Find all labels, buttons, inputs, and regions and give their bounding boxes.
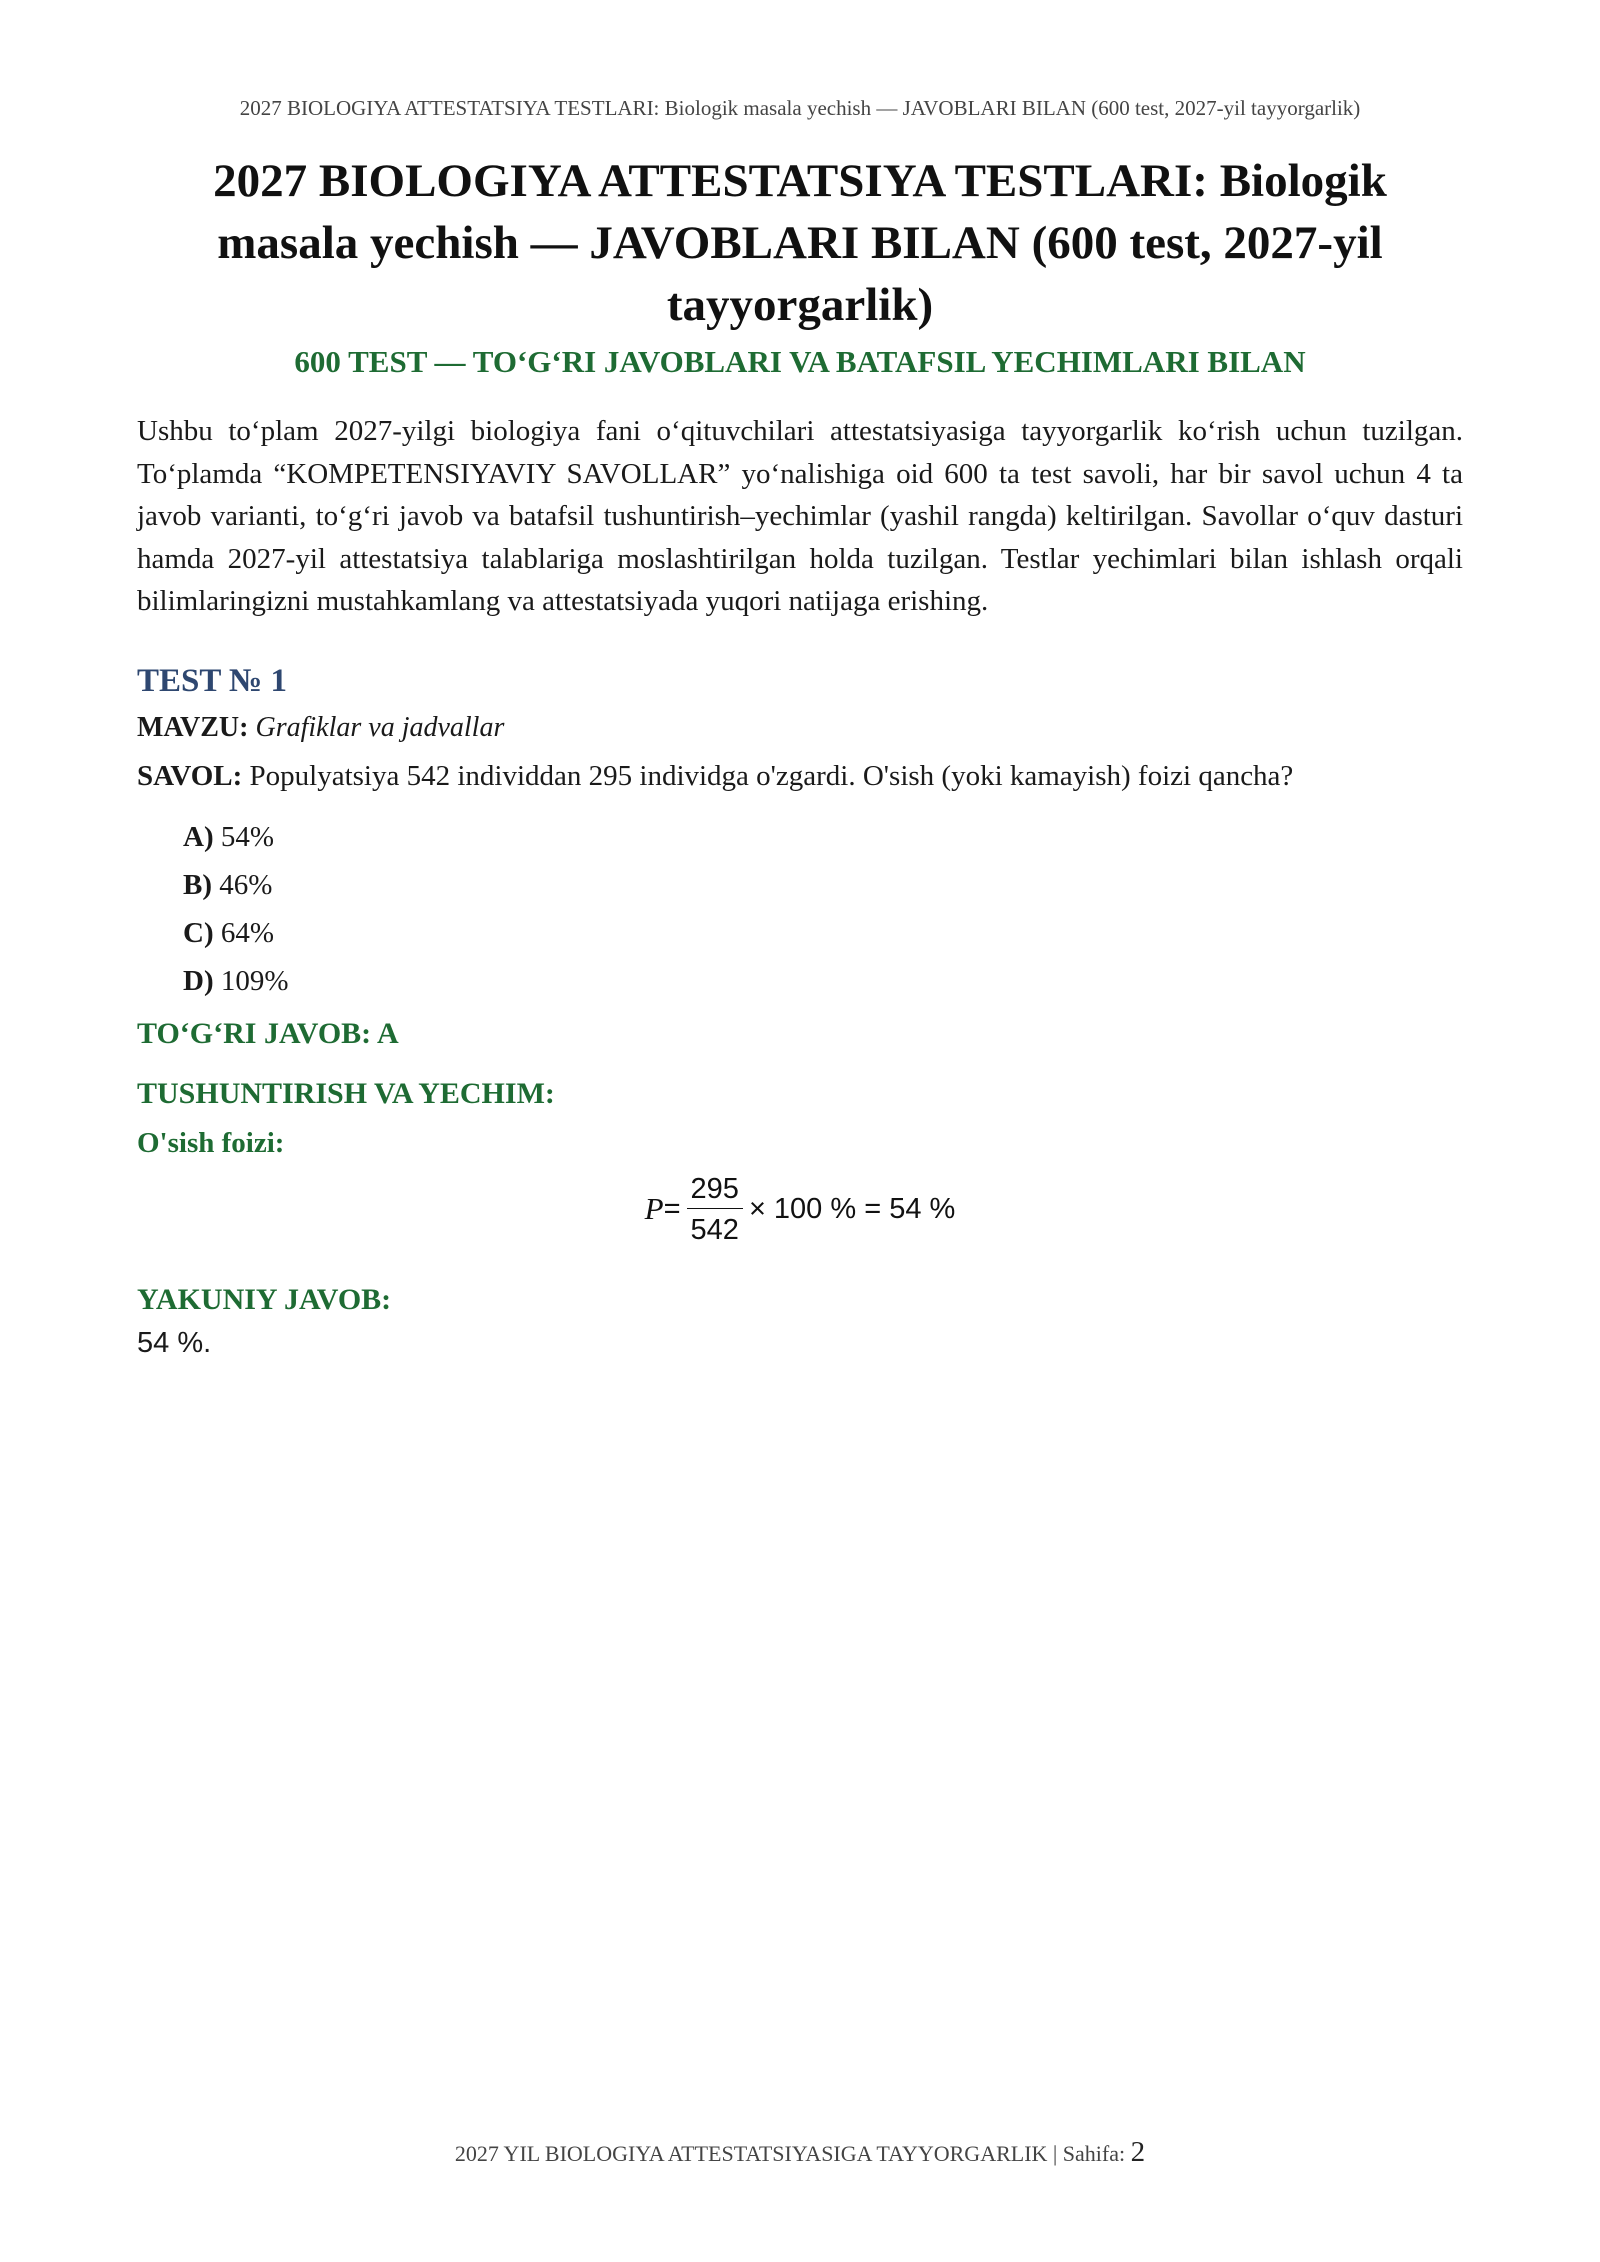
footer-text: 2027 YIL BIOLOGIYA ATTESTATSIYASIGA TAYYORGARLIK | Sahifa: [454, 2141, 1126, 2166]
option-letter: B) [183, 868, 212, 901]
running-header: 2027 BIOLOGIYA ATTESTATSIYA TESTLARI: Biologik masala yechish — JAVOBLARI BILAN (600 test, 2027-yil tayyorgarlik) [239, 96, 1361, 120]
page-content [137, 150, 1463, 1360]
question-label: SAVOL: [137, 759, 243, 792]
topic-label: MAVZU: [137, 711, 249, 743]
formula-equals: = [663, 1192, 681, 1225]
title-line-1: 2027 BIOLOGIYA ATTESTATSIYA TESTLARI: Biologik [213, 155, 1387, 207]
option-letter: C) [183, 916, 214, 949]
title-line-2: masala yechish — JAVOBLARI BILAN (600 test, 2027-yil [217, 217, 1383, 269]
final-answer-heading: YAKUNIY JAVOB: [137, 1282, 392, 1316]
option-d [183, 957, 1463, 1005]
question-text: Populyatsiya 542 individdan 295 individga o'zgardi. O'sish (yoki kamayish) foizi qancha? [249, 759, 1294, 792]
test-topic [137, 712, 1463, 744]
final-answer-value: 54 %. [137, 1326, 212, 1359]
percent-formula [137, 1172, 1463, 1247]
page-number: 2 [1130, 2136, 1146, 2168]
test-heading: TEST № 1 [137, 662, 287, 699]
formula-variable: P [644, 1191, 664, 1227]
option-text: 54% [220, 820, 275, 853]
option-text: 109% [220, 964, 289, 997]
option-b [183, 861, 1463, 909]
fraction-numerator: 295 [687, 1172, 743, 1209]
option-text: 64% [220, 916, 275, 949]
option-text: 46% [219, 868, 273, 901]
option-a [183, 813, 1463, 861]
intro-paragraph: Ushbu to‘plam 2027-yilgi biologiya fani o‘qituvchilari attestatsiyasiga tayyorgarlik ko‘rish uchun tuzilgan. To‘plamda “KOMPETENSIYAVIY SAVOLLAR” yo‘nalishiga oid 600 ta test savoli, har bir savol uchun 4 ta javob varianti, to‘g‘ri javob va batafsil tushuntirish–yechimlar (yashil rangda) keltirilgan. Savollar o‘quv dasturi hamda 2027-yil attestatsiya talablariga moslashtirilgan holda tuzilgan. Testlar yechimlari bilan ishlash orqali bilimlaringizni mustahkamlang va attestatsiyada yuqori natijaga erishing. [137, 415, 1463, 618]
running-footer [0, 2136, 1600, 2169]
option-letter: A) [183, 820, 214, 853]
option-c [183, 909, 1463, 957]
test-question [137, 760, 1463, 793]
document-title [137, 150, 1463, 336]
formula-rest: × 100 % = 54 % [748, 1192, 956, 1225]
explanation-heading: TUSHUNTIRISH VA YECHIM: [137, 1076, 555, 1110]
option-letter: D) [183, 964, 214, 997]
title-line-3: tayyorgarlik) [666, 279, 934, 331]
answer-options [183, 813, 1463, 1005]
correct-answer: TO‘G‘RI JAVOB: A [137, 1016, 399, 1050]
explanation-subheading: O'sish foizi: [137, 1126, 285, 1159]
topic-value: Grafiklar va jadvallar [255, 711, 505, 743]
fraction-denominator: 542 [690, 1213, 739, 1246]
document-subtitle: 600 TEST — TO‘G‘RI JAVOBLARI VA BATAFSIL YECHIMLARI BILAN [294, 344, 1306, 379]
formula-fraction [687, 1172, 743, 1247]
